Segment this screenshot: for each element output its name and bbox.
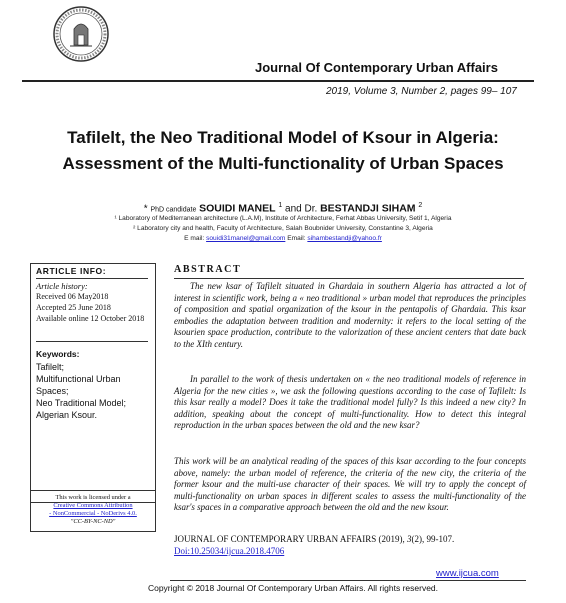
keyword-item: Algerian Ksour. (36, 410, 98, 420)
paper-title-line-2: Assessment of the Multi-functionality of Urban Spaces (62, 154, 504, 173)
journal-logo (52, 5, 110, 63)
doi-link[interactable]: Doi:10.25034/ijcua.2018.4706 (174, 546, 285, 556)
abstract-heading: ABSTRACT (174, 264, 242, 275)
keyword-item: Tafilelt; (36, 362, 65, 372)
email-link-1[interactable]: souidi31manel@gmail.com (206, 235, 286, 242)
received-date: Received 06 May2018 (36, 292, 109, 301)
website-link[interactable]: www.ijcua.com (436, 568, 499, 579)
license-code: "CC-BY-NC-ND" (70, 518, 116, 525)
email-label-1: E mail: (184, 235, 205, 242)
keyword-item: Spaces; (36, 386, 69, 396)
history-title: Article history: (36, 281, 88, 291)
author2-prefix: Dr. (304, 203, 318, 215)
citation-journal: JOURNAL OF CONTEMPORARY URBAN AFFAIRS (2019), (174, 534, 407, 544)
citation-pages: (2), 99-107. (411, 534, 455, 544)
author1-name: SOUIDI MANEL (199, 202, 276, 215)
citation-line (174, 534, 454, 544)
email-label-2: Email: (287, 235, 306, 242)
paper-title-line-1: Tafilelt, the Neo Traditional Model of Ksour in Algeria: (67, 128, 499, 147)
abstract-paragraph-2: In parallel to the work of thesis undertaken on « the neo traditional models of reference in Algeria for the new cities », we ask the following questions according to the case of Tafilelt: Is this ksar really a model? Does it take the traditional model fully? Is this indeed a new city? In addition, speaking about the concept of multi-functionality. How to detect this integral reproduction in the urban spaces between the old and the new ksar? (174, 374, 526, 430)
author-line (0, 202, 566, 214)
accepted-date: Accepted 25 June 2018 (36, 303, 111, 312)
license-text (34, 494, 152, 526)
affiliation-1: ¹ Laboratory of Mediterranean architecture (L.A.M), Institute of Architecture, Ferhat Abbas University, Setif 1, Algeria (114, 215, 452, 222)
available-date: Available online 12 October 2018 (36, 314, 145, 323)
email-link-2[interactable]: sihambestandji@yahoo.fr (307, 235, 382, 242)
license-link[interactable]: Creative Commons Attribution (53, 502, 133, 509)
footer-rule (170, 580, 526, 581)
author-and: and (285, 203, 302, 215)
keyword-item: Neo Traditional Model; (36, 398, 127, 408)
copyright-line: Copyright © 2018 Journal Of Contemporary Urban Affairs. All rights reserved. (147, 583, 439, 593)
license-link-cont[interactable]: - NonCommercial - NoDerivs 4.0. (49, 510, 137, 517)
author2-sup: 2 (418, 202, 423, 209)
author2-name: BESTANDJI SIHAM (320, 202, 416, 215)
abstract-paragraph-1: The new ksar of Tafilelt situated in Ghardaia in southern Algeria has attracted a lot of interest in scientific work, being a « neo traditional » urban model that reproduces the principles of composition and spatial organization of the ksour in the pentapolis of Ghardaia. This ksar embodies the adaptation between tradition and modernity: it refers to the local setting of the ksourien space production, contribute to the valorization of these ancient centers that date back to the XIth century. (174, 281, 526, 349)
author1-sup: 1 (278, 202, 283, 209)
keywords-list (36, 361, 154, 421)
keywords-title: Keywords: (36, 349, 80, 359)
issue-line: 2019, Volume 3, Number 2, pages 99– 107 (326, 86, 517, 97)
corresponding-marker: * (143, 203, 148, 215)
citation-volume: 3 (406, 534, 412, 544)
affiliation-2: ² Laboratory city and health, Faculty of Architecture, Salah Boubnider University, Constantine 3, Algeria (133, 225, 433, 232)
keyword-item: Multifunctional Urban (36, 374, 121, 384)
header-rule (22, 80, 534, 82)
author1-prefix: PhD candidate (150, 206, 197, 214)
article-info-heading: ARTICLE INFO: (36, 266, 107, 276)
journal-name: Journal Of Contemporary Urban Affairs (255, 60, 498, 75)
license-line-1: This work is licensed under a (55, 494, 131, 501)
email-line (0, 235, 566, 242)
abstract-rule (174, 278, 524, 279)
keywords-rule (36, 341, 148, 342)
article-info-rule (36, 278, 148, 279)
abstract-paragraph-3: This work will be an analytical reading of the spaces of this ksar according to the four concepts above, namely: the urban model of reference, the criteria of the new city, the criteria of the former ksour and the multi-use character of their spaces. We will try to apply the concept of multi-functionality on urban spaces in different scales to assess the multi-functionality of the ksar's spaces in a comparative approach between the old and the new ksour. (174, 456, 526, 512)
